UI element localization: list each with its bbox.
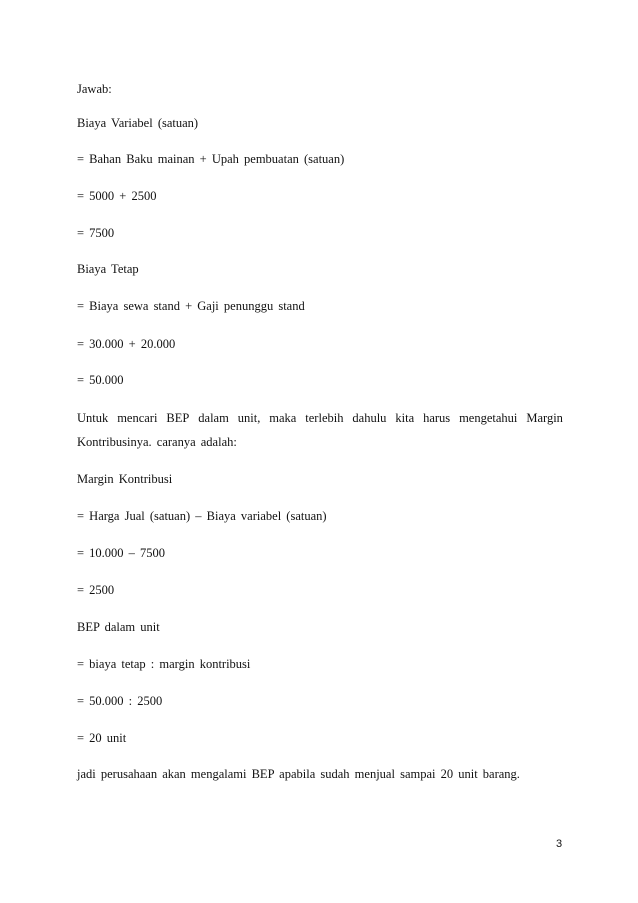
text-line-conclusion: jadi perusahaan akan mengalami BEP apabila sudah menjual sampai 20 unit barang. — [77, 767, 520, 781]
paragraph-word: Margin — [526, 411, 563, 425]
text-line-fixed-result: = 50.000 — [77, 373, 124, 387]
text-line-biaya-variabel-heading: Biaya Variabel (satuan) — [77, 116, 199, 130]
text-line-variable-result: = 7500 — [77, 226, 115, 240]
paragraph-word: dalam — [198, 411, 229, 425]
text-line-margin-result: = 2500 — [77, 583, 115, 597]
text-line-bep-values: = 50.000 : 2500 — [77, 694, 163, 708]
paragraph-word: mengetahui — [459, 411, 518, 425]
text-line-biaya-tetap-heading: Biaya Tetap — [77, 262, 139, 276]
paragraph-word: terlebih — [305, 411, 344, 425]
paragraph-line-1 — [77, 411, 563, 426]
text-line-fixed-values: = 30.000 + 20.000 — [77, 337, 176, 351]
paragraph-word: BEP — [166, 411, 190, 425]
text-line-variable-values: = 5000 + 2500 — [77, 189, 157, 203]
paragraph-word: mencari — [117, 411, 158, 425]
page-number: 3 — [556, 838, 563, 850]
text-line-variable-formula: = Bahan Baku mainan + Upah pembuatan (satuan) — [77, 152, 345, 166]
paragraph-word: unit, — [237, 411, 261, 425]
paragraph-line-2: Kontribusinya. caranya adalah: — [77, 435, 237, 449]
text-line-bep-heading: BEP dalam unit — [77, 620, 160, 634]
paragraph-word: Untuk — [77, 411, 109, 425]
text-line-margin-formula: = Harga Jual (satuan) – Biaya variabel (satuan) — [77, 509, 327, 523]
paragraph-word: kita — [395, 411, 415, 425]
paragraph-word: maka — [269, 411, 297, 425]
text-line-margin-values: = 10.000 – 7500 — [77, 546, 166, 560]
text-line-bep-formula: = biaya tetap : margin kontribusi — [77, 657, 251, 671]
text-line-fixed-formula: = Biaya sewa stand + Gaji penunggu stand — [77, 299, 305, 313]
text-line-jawab: Jawab: — [77, 82, 112, 96]
text-line-bep-result: = 20 unit — [77, 731, 127, 745]
paragraph-word: dahulu — [352, 411, 387, 425]
paragraph-word: harus — [423, 411, 451, 425]
text-line-margin-kontribusi-heading: Margin Kontribusi — [77, 472, 173, 486]
